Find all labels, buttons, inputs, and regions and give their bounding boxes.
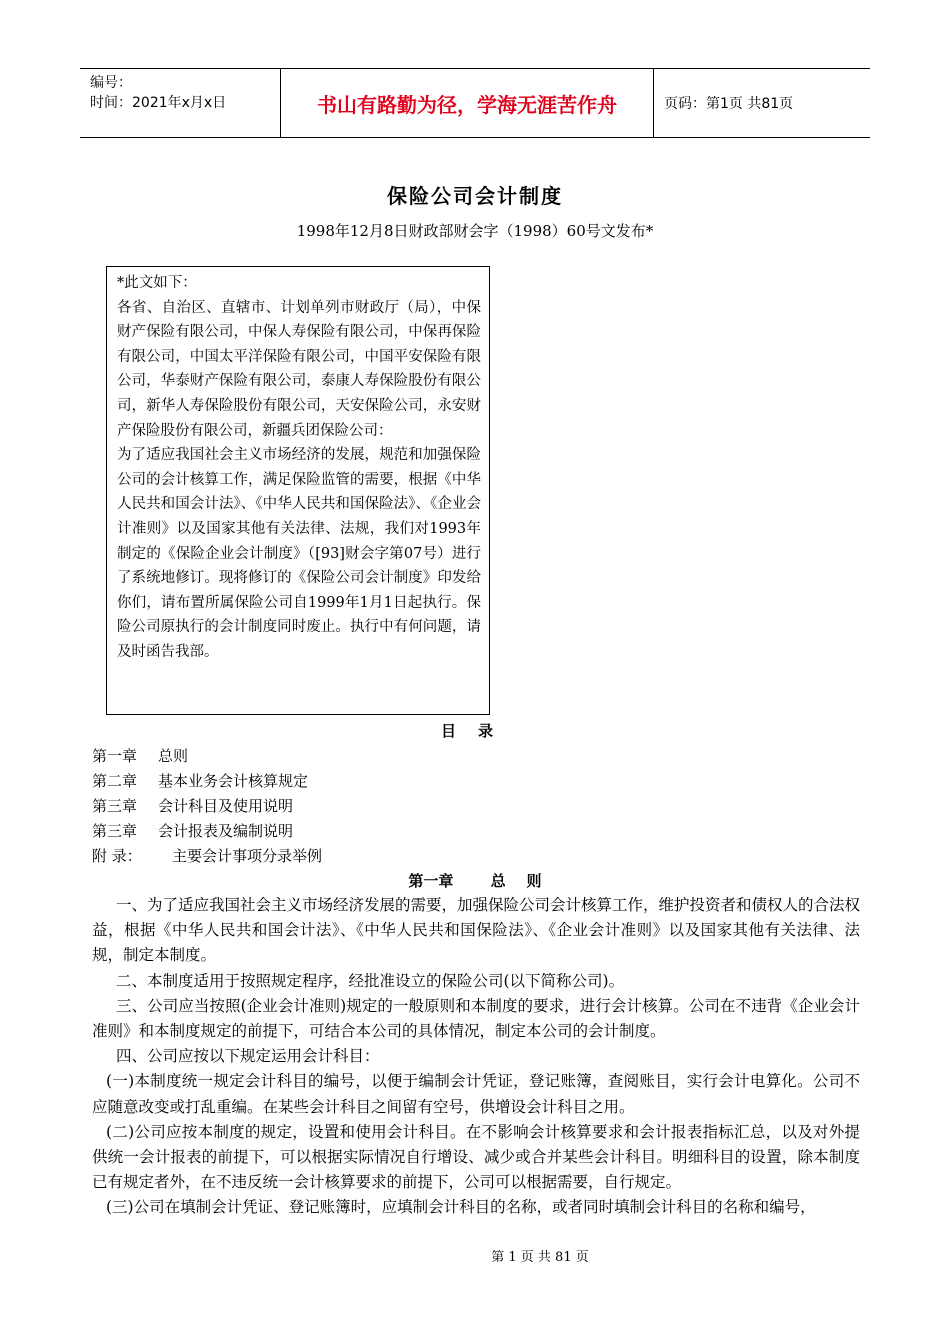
chapter-name: 总 则 xyxy=(490,872,542,890)
paragraph: (三)公司在填制会计凭证、登记账簿时，应填制会计科目的名称，或者同时填制会计科目的名称和编号， xyxy=(106,1198,816,1217)
chapter-heading xyxy=(0,870,950,891)
number-label: 编号： xyxy=(90,75,132,91)
toc-item xyxy=(92,844,322,869)
toc-item-label: 会计科目及使用说明 xyxy=(158,797,294,815)
header-page-info: 页码：第1页 共81页 xyxy=(664,96,794,112)
toc-item-label: 主要会计事项分录举例 xyxy=(172,847,323,865)
toc-item-number: 第二章 xyxy=(92,772,138,790)
table-of-contents xyxy=(92,744,322,869)
chapter-body xyxy=(92,893,860,1221)
toc-title: 目录 xyxy=(440,722,515,740)
toc-item-label: 会计报表及编制说明 xyxy=(158,822,294,840)
toc-item xyxy=(92,769,322,794)
header-left-cell xyxy=(80,69,280,137)
document-title: 保险公司会计制度 xyxy=(387,184,563,208)
header-motto: 书山有路勤为径，学海无涯苦作舟 xyxy=(280,69,654,137)
toc-item xyxy=(92,794,322,819)
toc-item-number: 第三章 xyxy=(92,822,138,840)
toc-item-number: 第一章 xyxy=(92,747,138,765)
notice-lead: *此文如下： xyxy=(117,275,197,291)
chapter-number: 第一章 xyxy=(408,872,454,890)
toc-item xyxy=(92,819,322,844)
paragraph: 三、公司应当按照(企业会计准则)规定的一般原则和本制度的要求，进行会计核算。公司在不违背《企业会计准则》和本制度规定的前提下，可结合本公司的具体情况，制定本公司的会计制度。 xyxy=(92,996,860,1041)
paragraph: 二、本制度适用于按照规定程序，经批准设立的保险公司(以下简称公司)。 xyxy=(116,971,625,990)
toc-item-label: 总则 xyxy=(158,747,189,765)
paragraph: (一)本制度统一规定会计科目的编号，以便于编制会计凭证，登记账簿，查阅账目，实行会计电算化。公司不应随意改变或打乱重编。在某些会计科目之间留有空号，供增设会计科目之用。 xyxy=(92,1072,860,1116)
paragraph: (二)公司应按本制度的规定，设置和使用会计科目。在不影响会计核算要求和会计报表指标汇总，以及对外提供统一会计报表的前提下，可以根据实际情况自行增设、减少或合并某些会计科目。明细科目的设置，除本制度已有规定者外，在不违反统一会计核算要求的前提下，公司可以根据需要，自行规定。 xyxy=(92,1122,860,1192)
page-footer: 第 1 页 共 81 页 xyxy=(491,1250,589,1265)
toc-item xyxy=(92,744,322,769)
paragraph: 四、公司应按以下规定运用会计科目： xyxy=(116,1047,380,1066)
toc-item-number: 附 录： xyxy=(92,847,142,865)
notice-body: 为了适应我国社会主义市场经济的发展，规范和加强保险公司的会计核算工作，满足保险监管的需要，根据《中华人民共和国会计法》、《中华人民共和国保险法》、《企业会计准则》以及国家其他有关法律、法规，我们对1993年制定的《保险企业会计制度》（[93]财会字第07号）进行了系统地修订。现将修订的《保险公司会计制度》印发给你们，请布置所属保险公司自1999年1月1日起执行。保险公司原执行的会计制度同时废止。执行中有何问题，请及时函告我部。 xyxy=(117,447,481,660)
toc-item-number: 第三章 xyxy=(92,797,138,815)
toc-item-label: 基本业务会计核算规定 xyxy=(158,772,309,790)
notice-recipients: 各省、自治区、直辖市、计划单列市财政厅（局），中保财产保险有限公司，中保人寿保险有限公司，中保再保险有限公司，中国太平洋保险有限公司，中国平安保险有限公司，华泰财产保险有限公司，泰康人寿保险股份有限公司，新华人寿保险股份有限公司，天安保险公司，永安财产保险股份有限公司，新疆兵团保险公司： xyxy=(117,299,481,439)
paragraph: 一、为了适应我国社会主义市场经济发展的需要，加强保险公司会计核算工作，维护投资者和债权人的合法权益，根据《中华人民共和国会计法》、《中华人民共和国保险法》、《企业会计准则》以及国家其他有关法律、法规，制定本制度。 xyxy=(92,896,861,965)
notice-box xyxy=(106,266,490,715)
document-subtitle: 1998年12月8日财政部财会字（1998）60号文发布* xyxy=(296,222,654,240)
page-header xyxy=(80,68,870,138)
date-label: 时间：2021年x月x日 xyxy=(90,95,227,111)
